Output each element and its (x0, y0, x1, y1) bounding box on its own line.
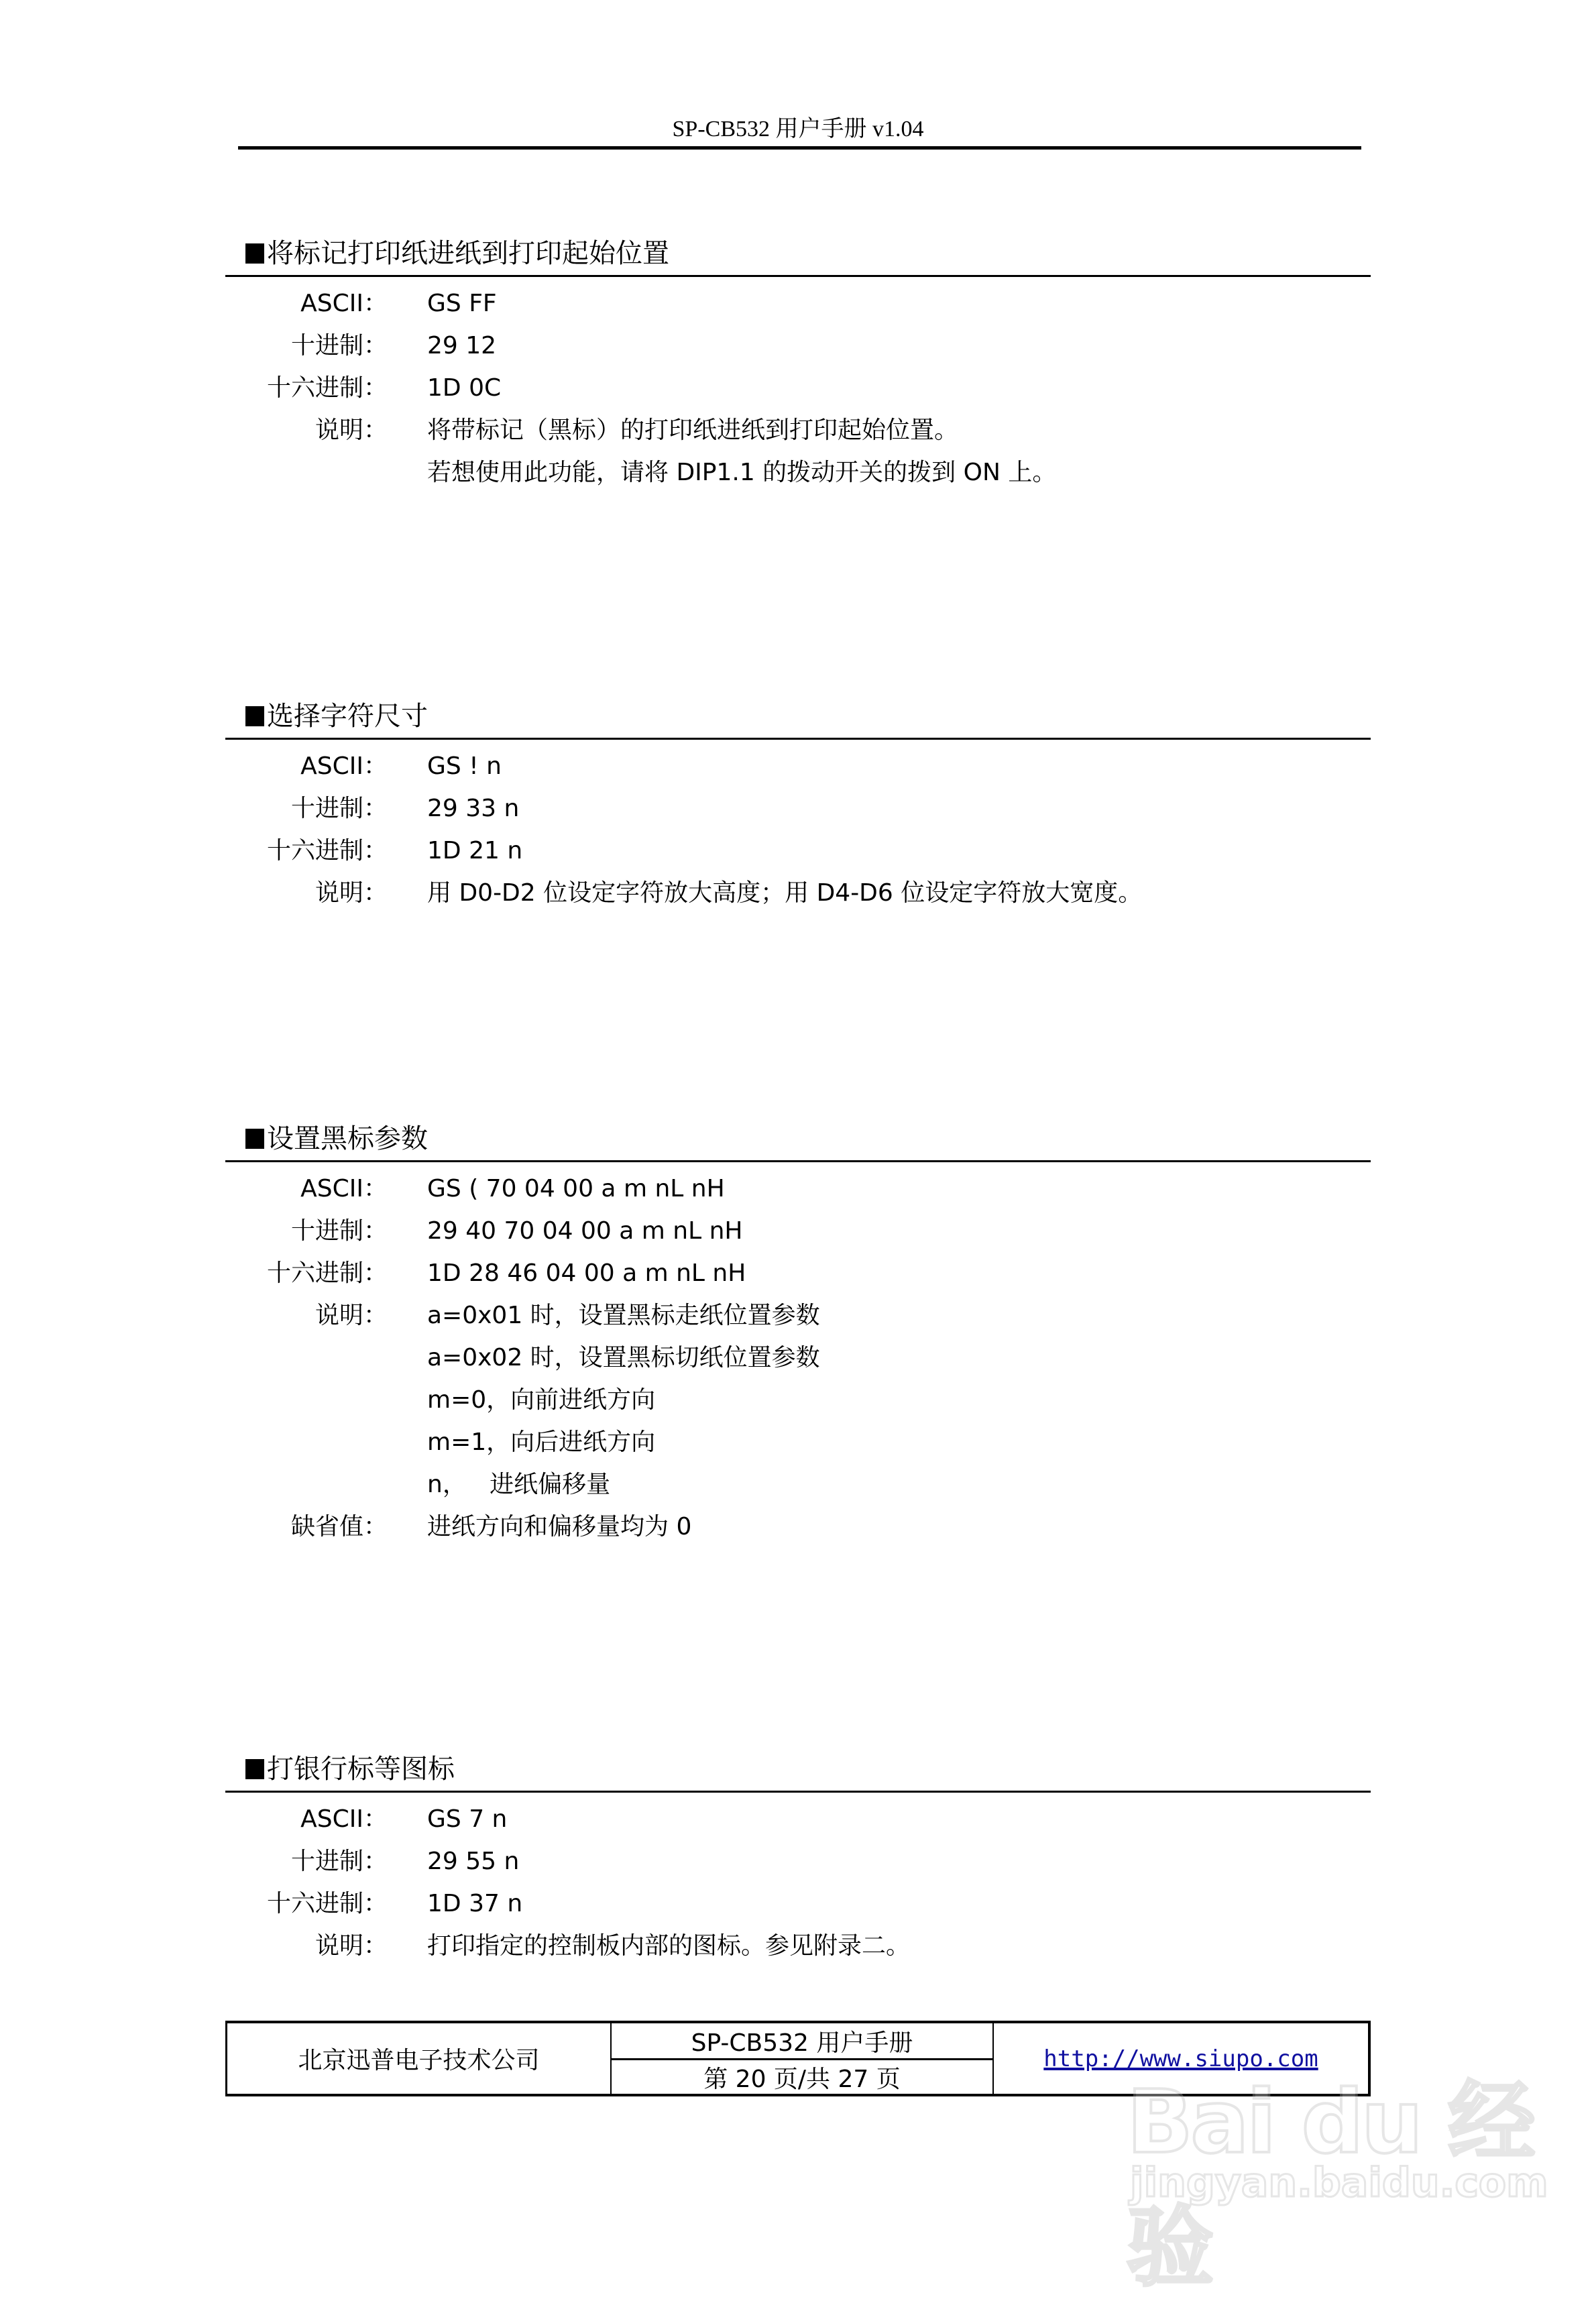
row-value: 29 55 n (427, 1848, 520, 1875)
bullet-square-icon (245, 243, 264, 264)
row-value: 打印指定的控制板内部的图标。参见附录二。 (427, 1932, 911, 1960)
section-title-text: 选择字符尺寸 (267, 701, 428, 732)
row-ascii (225, 745, 1371, 787)
row-label: 十进制： (290, 1217, 388, 1245)
row-value: m=1，向后进纸方向 (427, 1428, 656, 1456)
row-decimal (225, 325, 1371, 367)
row-description-cont (225, 451, 1371, 494)
section-select-char-size (225, 697, 1371, 914)
row-hex (225, 830, 1371, 872)
row-label: ASCII： (300, 1175, 388, 1202)
row-ascii (225, 282, 1371, 325)
row-label: 十六进制： (266, 1890, 388, 1917)
row-hex (225, 1883, 1371, 1925)
footer-company: 北京迅普电子技术公司 (227, 2023, 612, 2094)
row-value: 29 12 (427, 332, 497, 359)
watermark-site: jingyan.baidu.com (1130, 2159, 1548, 2206)
header-rule (238, 146, 1361, 150)
row-description-cont (225, 1379, 1371, 1421)
row-value: a=0x02 时，设置黑标切纸位置参数 (427, 1344, 820, 1371)
page-footer (225, 2021, 1371, 2096)
section-rule (225, 275, 1371, 277)
row-value: 29 40 70 04 00 a m nL nH (427, 1217, 743, 1245)
footer-url-cell (994, 2023, 1368, 2094)
row-label: 十进制： (290, 332, 388, 359)
row-default (225, 1506, 1371, 1548)
row-value: GS ! n (427, 752, 502, 780)
row-decimal (225, 787, 1371, 830)
row-value: n， 进纸偏移量 (427, 1471, 611, 1498)
row-label: 十六进制： (266, 1259, 388, 1287)
section-title-text: 设置黑标参数 (267, 1123, 428, 1154)
row-hex (225, 367, 1371, 409)
row-decimal (225, 1840, 1371, 1883)
row-value: 将带标记（黑标）的打印纸进纸到打印起始位置。 (427, 416, 959, 444)
row-label: 缺省值： (290, 1513, 388, 1540)
section-rule (225, 1160, 1371, 1162)
row-value: GS ( 70 04 00 a m nL nH (427, 1175, 725, 1202)
row-value: 进纸方向和偏移量均为 0 (427, 1513, 692, 1540)
section-title-text: 打银行标等图标 (267, 1754, 455, 1785)
row-value: m=0，向前进纸方向 (427, 1386, 656, 1414)
row-label: 说明： (315, 1302, 388, 1329)
section-title (225, 697, 1371, 735)
row-label: 十六进制： (266, 374, 388, 402)
row-description (225, 409, 1371, 451)
row-description-cont (225, 1421, 1371, 1463)
footer-page-number: 第 20 页/共 27 页 (703, 2066, 901, 2093)
row-label: 说明： (315, 416, 388, 444)
section-title (225, 235, 1371, 272)
section-title-text: 将标记打印纸进纸到打印起始位置 (267, 238, 669, 269)
row-label: ASCII： (300, 290, 388, 317)
row-value: 用 D0-D2 位设定字符放大高度；用 D4-D6 位设定字符放大宽度。 (427, 879, 1143, 907)
page-header-title: SP-CB532 用户手册 v1.04 (672, 117, 924, 142)
row-value: 29 33 n (427, 795, 520, 822)
row-value: 若想使用此功能，请将 DIP1.1 的拨动开关的拨到 ON 上。 (427, 459, 1057, 486)
row-value: 1D 37 n (427, 1890, 523, 1917)
row-label: 说明： (315, 879, 388, 907)
row-description (225, 1294, 1371, 1337)
section-rule (225, 1791, 1371, 1793)
row-value: 1D 28 46 04 00 a m nL nH (427, 1259, 746, 1287)
section-black-mark-params (225, 1120, 1371, 1548)
row-label: 十进制： (290, 795, 388, 822)
row-label: 十六进制： (266, 837, 388, 864)
section-title (225, 1120, 1371, 1158)
row-label: ASCII： (300, 1805, 388, 1833)
row-decimal (225, 1210, 1371, 1252)
row-label: 十进制： (290, 1848, 388, 1875)
row-value: 1D 0C (427, 374, 502, 402)
row-ascii (225, 1798, 1371, 1840)
section-bank-logo-icons (225, 1750, 1371, 1967)
row-value: GS 7 n (427, 1805, 508, 1833)
watermark-brand: Bai du 经验 (1127, 2071, 1533, 2298)
row-label: 说明： (315, 1932, 388, 1960)
section-title (225, 1750, 1371, 1788)
row-description (225, 1925, 1371, 1967)
row-ascii (225, 1168, 1371, 1210)
footer-website-link[interactable]: http://www.siupo.com (1043, 2045, 1318, 2072)
row-value: 1D 21 n (427, 837, 523, 864)
bullet-square-icon (245, 706, 264, 726)
section-rule (225, 738, 1371, 740)
bullet-square-icon (245, 1759, 264, 1779)
row-description-cont (225, 1463, 1371, 1506)
row-hex (225, 1252, 1371, 1294)
section-mark-paper-feed (225, 235, 1371, 494)
row-description-cont (225, 1337, 1371, 1379)
footer-manual-title: SP-CB532 用户手册 (612, 2023, 992, 2060)
footer-manual-info (612, 2023, 994, 2094)
bullet-square-icon (245, 1129, 264, 1149)
row-label: ASCII： (300, 752, 388, 780)
row-description (225, 872, 1371, 914)
row-value: a=0x01 时，设置黑标走纸位置参数 (427, 1302, 820, 1329)
row-value: GS FF (427, 290, 497, 317)
